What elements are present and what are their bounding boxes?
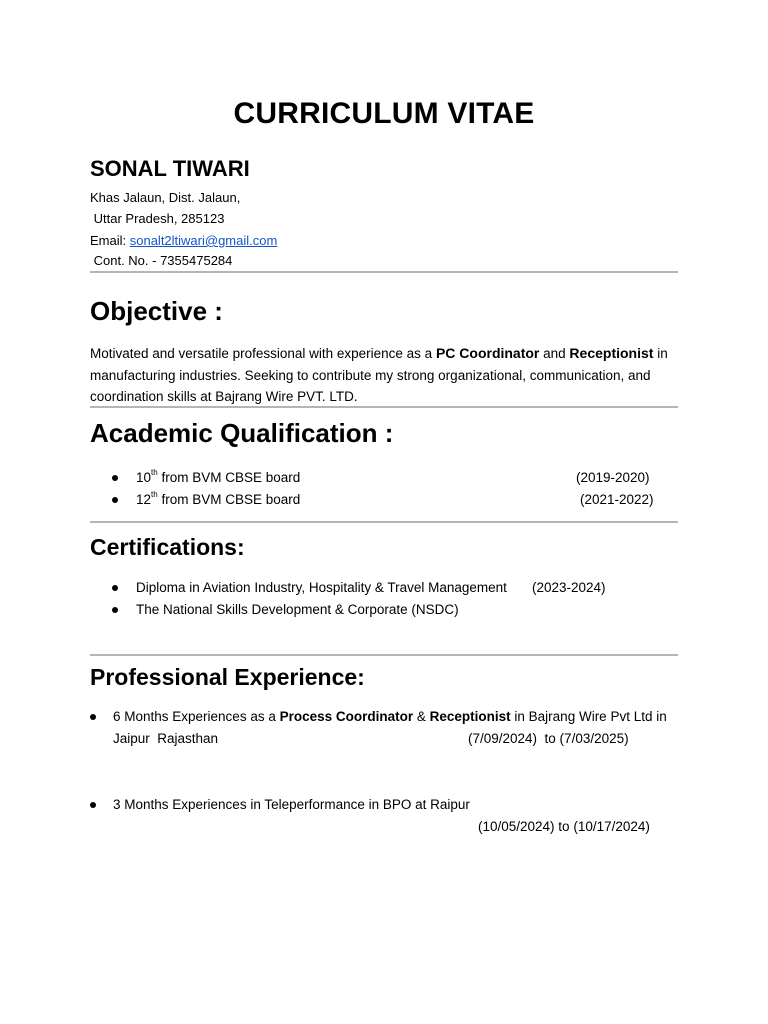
experience-text-part: in Bajrang Wire Pvt Ltd in (510, 709, 667, 724)
experience-role-process-coordinator: Process Coordinator (279, 709, 414, 724)
candidate-name: SONAL TIWARI (90, 156, 250, 181)
document-title: CURRICULUM VITAE (233, 97, 535, 130)
bullet-icon (90, 802, 96, 808)
address-line-2: Uttar Pradesh, 285123 (90, 211, 225, 226)
certifications-heading: Certifications: (90, 534, 245, 560)
divider (90, 271, 678, 273)
grade: 10 (136, 470, 152, 485)
board: from BVM CBSE board (157, 470, 301, 485)
objective-role-receptionist: Receptionist (569, 345, 654, 361)
bullet-icon (90, 714, 96, 720)
contact-number: Cont. No. - 7355475284 (90, 253, 233, 268)
email-line (90, 233, 277, 248)
bullet-icon (112, 497, 118, 503)
board: from BVM CBSE board (157, 492, 301, 507)
experience-text-part: & (413, 709, 430, 724)
grade: 12 (136, 492, 152, 507)
objective-text-part: Motivated and versatile professional with experience as a (90, 346, 436, 361)
certification-text: Diploma in Aviation Industry, Hospitality & Travel Management (136, 580, 507, 595)
experience-list (90, 706, 678, 838)
grade-suffix: th (151, 467, 158, 477)
experience-text: 3 Months Experiences in Teleperformance in BPO at Raipur (113, 797, 470, 812)
list-item (112, 599, 672, 621)
certifications-list (112, 577, 672, 621)
list-item (90, 794, 678, 838)
experience-text-part: 6 Months Experiences as a (113, 709, 280, 724)
qualification-text (136, 489, 300, 511)
objective-text (90, 343, 678, 408)
academic-heading: Academic Qualification : (90, 418, 394, 448)
divider (90, 521, 678, 523)
objective-text-part: in manufacturing industries. Seeking to contribute my strong organizational, communication, and coordination skills at Bajrang Wire PVT. LTD. (90, 346, 668, 404)
list-item (90, 706, 678, 794)
email-link[interactable]: sonalt2ltiwari@gmail.com (129, 233, 278, 248)
list-item (112, 489, 672, 511)
bullet-icon (112, 585, 118, 591)
divider (90, 406, 678, 408)
certification-years: (2023-2024) (532, 580, 606, 595)
divider (90, 654, 678, 656)
experience-line-1 (113, 706, 667, 728)
qualification-text (136, 467, 300, 489)
qualification-years: (2021-2022) (580, 492, 654, 507)
bullet-icon (112, 475, 118, 481)
bullet-icon (112, 607, 118, 613)
email-label: Email: (90, 233, 130, 248)
certification-text: The National Skills Development & Corporate (NSDC) (136, 602, 459, 617)
academic-list (112, 467, 672, 511)
objective-heading: Objective : (90, 296, 223, 326)
qualification-years: (2019-2020) (576, 470, 650, 485)
grade-suffix: th (151, 489, 158, 499)
list-item (112, 577, 672, 599)
experience-location: Jaipur Rajasthan (113, 731, 219, 746)
experience-heading: Professional Experience: (90, 664, 365, 690)
experience-dates: (7/09/2024) to (7/03/2025) (468, 731, 629, 746)
experience-dates: (10/05/2024) to (10/17/2024) (478, 819, 650, 834)
list-item (112, 467, 672, 489)
address-line-1: Khas Jalaun, Dist. Jalaun, (90, 190, 241, 205)
experience-role-receptionist: Receptionist (429, 709, 511, 724)
objective-role-pc-coordinator: PC Coordinator (435, 345, 540, 361)
objective-text-part: and (539, 346, 570, 361)
